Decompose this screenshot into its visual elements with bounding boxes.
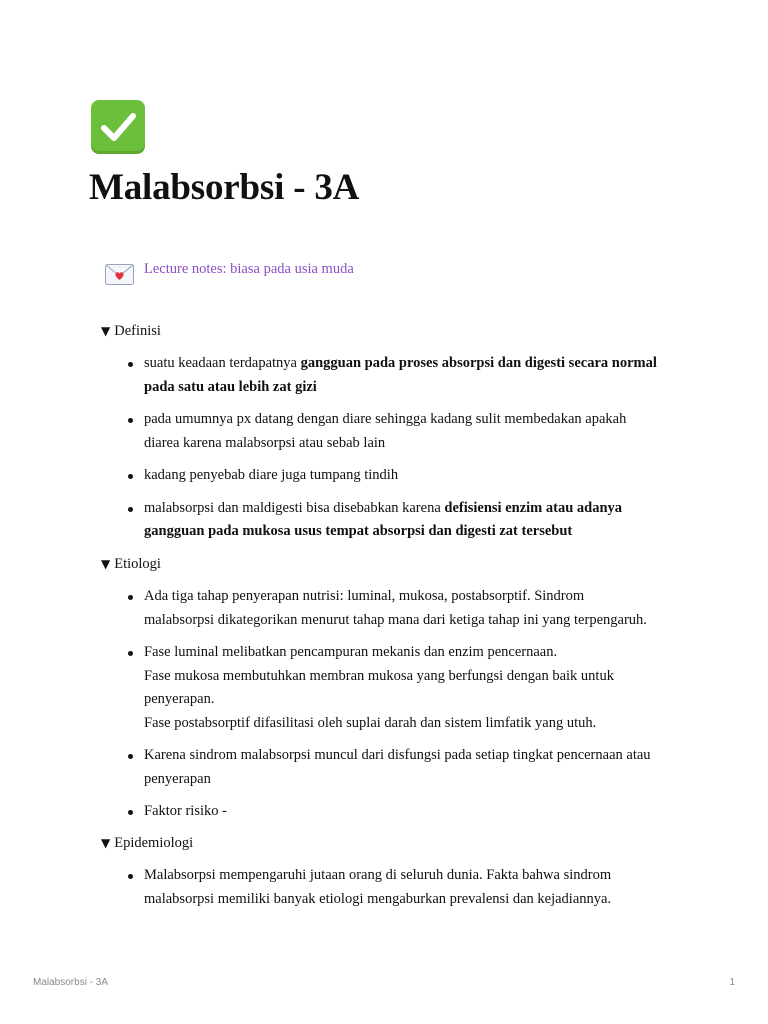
epidemiologi-list xyxy=(144,864,684,920)
list-item: pada umumnya px datang dengan diare sehingga kadang sulit membedakan apakah diarea karena malabsorpsi atau sebab lain xyxy=(144,408,684,455)
list-item: Fase luminal melibatkan pencampuran mekanis dan enzim pencernaan. Fase mukosa membutuhkan membran mukosa yang berfungsi dengan baik untuk penyerapan. Fase postabsorptif difasilitasi oleh suplai darah dan sistem limfatik yang utuh. xyxy=(144,641,684,735)
toggle-heading: Definisi xyxy=(114,323,161,339)
toggle-triangle-icon: ▼ xyxy=(101,324,111,338)
toggle-etiologi[interactable] xyxy=(101,555,161,573)
toggle-definisi[interactable] xyxy=(101,322,161,340)
list-item: Malabsorpsi mempengaruhi jutaan orang di seluruh dunia. Fakta bahwa sindrom malabsorpsi memiliki banyak etiologi mengaburkan prevalensi dan kejadiannya. xyxy=(144,864,684,911)
list-item: Karena sindrom malabsorpsi muncul dari disfungsi pada setiap tingkat pencernaan atau penyerapan xyxy=(144,744,684,791)
toggle-heading: Epidemiologi xyxy=(114,835,194,851)
check-mark-button-icon xyxy=(91,100,145,154)
definisi-list xyxy=(144,352,684,553)
list-item: Faktor risiko - xyxy=(144,800,684,824)
toggle-epidemiologi[interactable] xyxy=(101,834,193,852)
list-item: kadang penyebab diare juga tumpang tindih xyxy=(144,464,684,488)
love-letter-icon xyxy=(105,264,134,285)
toggle-triangle-icon: ▼ xyxy=(101,836,111,850)
page-title: Malabsorbsi - 3A xyxy=(89,167,360,208)
footer-title: Malabsorbsi - 3A xyxy=(33,977,109,988)
page-number: 1 xyxy=(729,977,735,988)
toggle-triangle-icon: ▼ xyxy=(101,557,111,571)
list-item: Ada tiga tahap penyerapan nutrisi: luminal, mukosa, postabsorptif. Sindrom malabsorpsi dikategorikan menurut tahap mana dari ketiga tahap ini yang terpengaruh. xyxy=(144,585,684,632)
toggle-heading: Etiologi xyxy=(114,556,161,572)
list-item: suatu keadaan terdapatnya gangguan pada proses absorpsi dan digesti secara normal pada satu atau lebih zat gizi xyxy=(144,352,684,399)
callout xyxy=(105,260,665,288)
etiologi-list xyxy=(144,585,684,833)
callout-text: Lecture notes: biasa pada usia muda xyxy=(144,261,354,277)
list-item: malabsorpsi dan maldigesti bisa disebabkan karena defisiensi enzim atau adanya gangguan pada mukosa usus tempat absorpsi dan digesti zat tersebut xyxy=(144,497,684,544)
